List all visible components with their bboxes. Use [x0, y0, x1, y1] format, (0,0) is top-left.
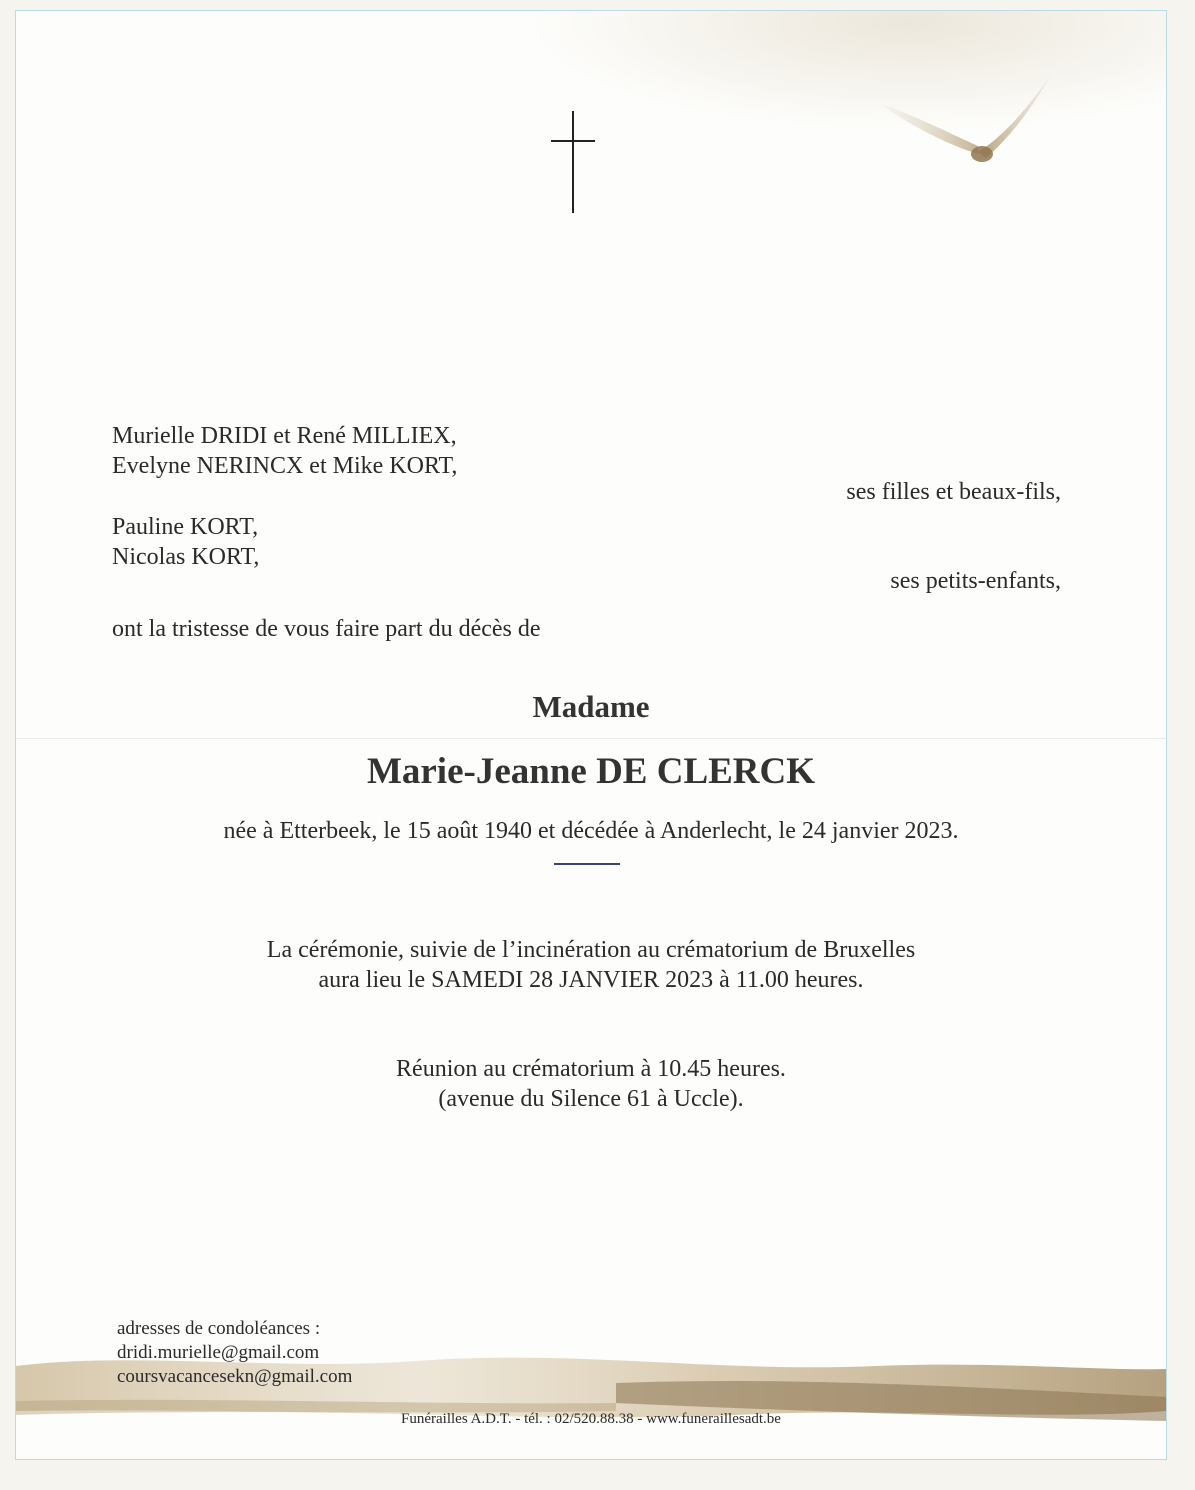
condolence-email-2[interactable]: coursvacancesekn@gmail.com — [117, 1366, 353, 1387]
grandchild-1: Pauline KORT, — [112, 514, 259, 540]
announcement-text: ont la tristesse de vous faire part du décès de — [112, 616, 541, 642]
funeral-home-footer: Funérailles A.D.T. - tél. : 02/520.88.38 - www.funeraillesadt.be — [401, 1411, 781, 1427]
daughter-couple-2: Evelyne NERINCX et Mike KORT, — [112, 453, 458, 479]
meeting-line-1: Réunion au crématorium à 10.45 heures. — [396, 1056, 786, 1082]
dove-icon — [866, 66, 1056, 176]
cross-icon — [551, 111, 595, 213]
death-notice-card — [15, 10, 1167, 1460]
deceased-title: Madame — [532, 689, 650, 724]
birth-death-dates: née à Etterbeek, le 15 août 1940 et décédée à Anderlecht, le 24 janvier 2023. — [223, 818, 959, 844]
condolences-heading: adresses de condoléances : — [117, 1318, 321, 1339]
deceased-name: Marie-Jeanne DE CLERCK — [366, 751, 816, 792]
grandchildren-relation: ses petits-enfants, — [890, 568, 1061, 594]
separator-line — [554, 863, 620, 865]
ceremony-line-1: La cérémonie, suivie de l’incinération au crématorium de Bruxelles — [266, 937, 916, 963]
fold-line — [16, 738, 1166, 739]
grandchild-2: Nicolas KORT, — [112, 544, 260, 570]
meeting-address: (avenue du Silence 61 à Uccle). — [438, 1086, 744, 1112]
daughters-relation: ses filles et beaux-fils, — [846, 479, 1061, 505]
condolence-email-1[interactable]: dridi.murielle@gmail.com — [117, 1342, 320, 1363]
daughter-couple-1: Murielle DRIDI et René MILLIEX, — [112, 423, 457, 449]
ceremony-line-2: aura lieu le SAMEDI 28 JANVIER 2023 à 11.00 heures. — [318, 967, 864, 993]
sky-wash — [526, 11, 1166, 131]
